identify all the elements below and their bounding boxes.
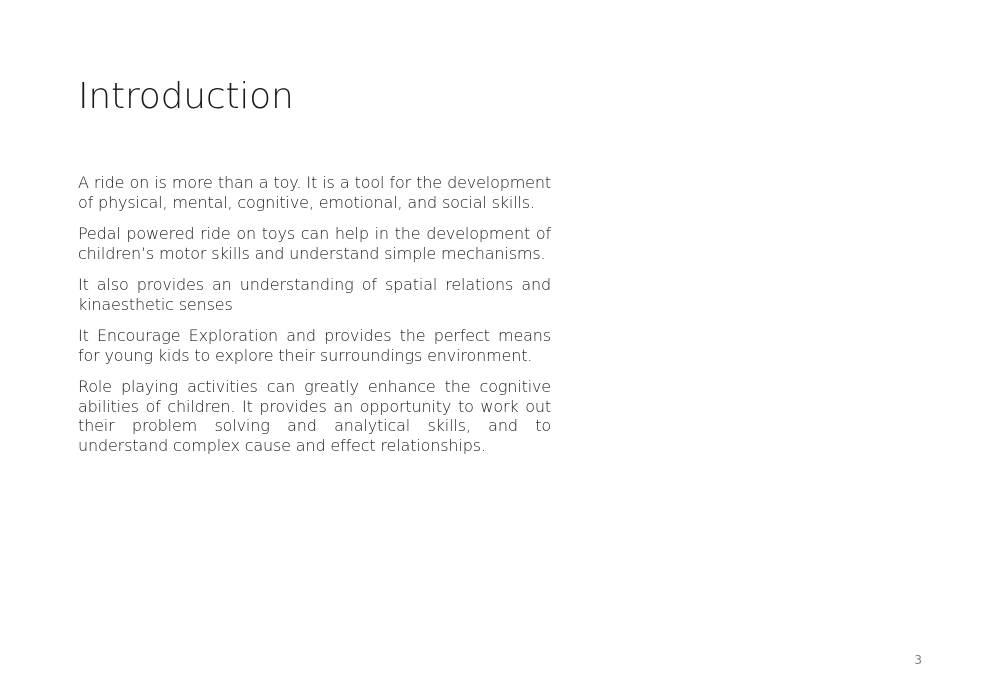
paragraph: A ride on is more than a toy. It is a tool for the development of physical, mental, cognitive, emotional, and social skills.	[78, 173, 551, 212]
paragraph: It Encourage Exploration and provides the perfect means for young kids to explore their surroundings environment.	[78, 326, 551, 365]
page-number: 3	[914, 653, 922, 667]
body-text	[78, 173, 551, 467]
paragraph: Pedal powered ride on toys can help in the development of children’s motor skills and understand simple mechanisms.	[78, 224, 551, 263]
paragraph: It also provides an understanding of spatial relations and kinaesthetic senses	[78, 275, 551, 314]
slide-title: Introduction	[78, 76, 294, 117]
paragraph: Role playing activities can greatly enhance the cognitive abilities of children. It provides an opportunity to work out their problem solving and analytical skills, and to understand complex cause and effect relationships.	[78, 377, 551, 455]
